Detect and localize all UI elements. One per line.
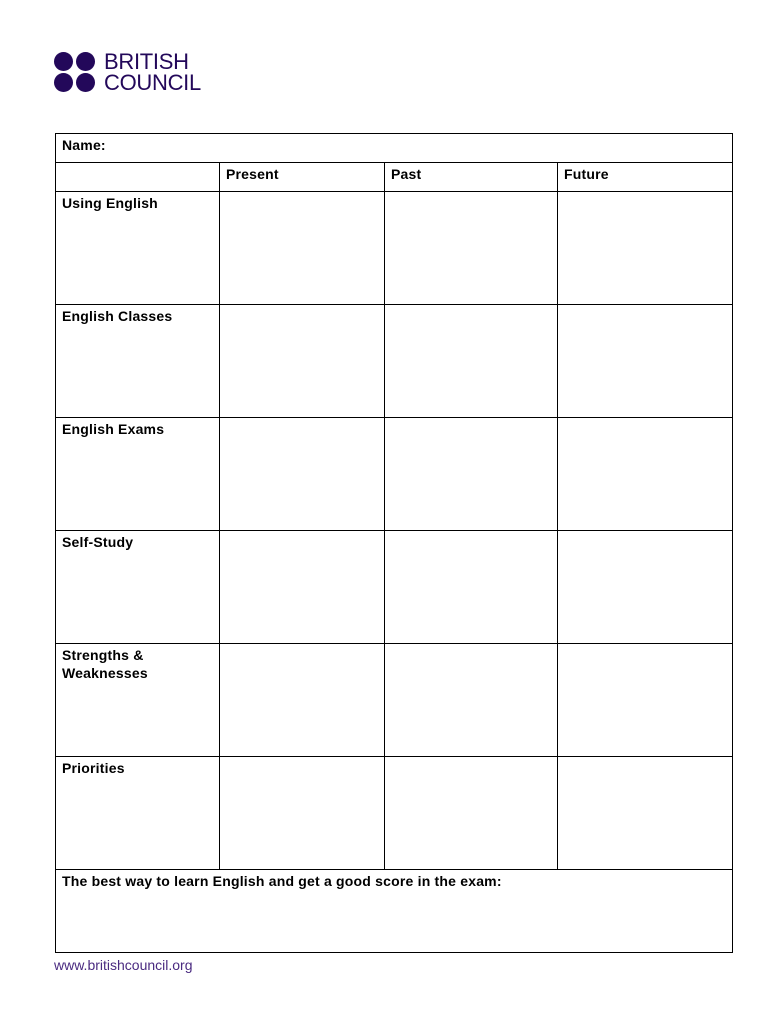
- entry-cell[interactable]: [558, 305, 733, 418]
- row-label: Priorities: [56, 757, 220, 870]
- learning-profile-table: [55, 133, 733, 953]
- entry-cell[interactable]: [385, 644, 558, 757]
- table-row: [56, 531, 733, 644]
- name-label: Name:: [62, 137, 106, 153]
- table-row: [56, 757, 733, 870]
- entry-cell[interactable]: [385, 305, 558, 418]
- table-row: [56, 305, 733, 418]
- table-row: [56, 418, 733, 531]
- best-way-prompt: The best way to learn English and get a good score in the exam:: [62, 873, 502, 889]
- logo-dots-icon: [54, 51, 98, 93]
- entry-cell[interactable]: [385, 531, 558, 644]
- entry-cell[interactable]: [385, 418, 558, 531]
- best-way-answer-field[interactable]: [56, 870, 733, 953]
- entry-cell[interactable]: [220, 305, 385, 418]
- row-label: English Exams: [56, 418, 220, 531]
- website-link[interactable]: www.britishcouncil.org: [54, 957, 193, 973]
- logo-wordmark: [104, 51, 201, 93]
- entry-cell[interactable]: [220, 531, 385, 644]
- column-header-future: Future: [558, 163, 733, 192]
- entry-cell[interactable]: [558, 644, 733, 757]
- entry-cell[interactable]: [220, 757, 385, 870]
- row-label: English Classes: [56, 305, 220, 418]
- entry-cell[interactable]: [558, 418, 733, 531]
- entry-cell[interactable]: [220, 192, 385, 305]
- entry-cell[interactable]: [220, 418, 385, 531]
- entry-cell[interactable]: [558, 757, 733, 870]
- column-header-present: Present: [220, 163, 385, 192]
- entry-cell[interactable]: [385, 757, 558, 870]
- entry-cell[interactable]: [558, 531, 733, 644]
- row-label: Self-Study: [56, 531, 220, 644]
- entry-cell[interactable]: [385, 192, 558, 305]
- table-row: [56, 192, 733, 305]
- logo-line-1: BRITISH: [104, 49, 189, 74]
- entry-cell[interactable]: [220, 644, 385, 757]
- table-row: [56, 644, 733, 757]
- logo-line-2: COUNCIL: [104, 70, 201, 95]
- entry-cell[interactable]: [558, 192, 733, 305]
- british-council-logo: [54, 51, 201, 93]
- row-label: Strengths & Weaknesses: [56, 644, 220, 757]
- column-header-past: Past: [385, 163, 558, 192]
- row-label: Using English: [56, 192, 220, 305]
- name-field[interactable]: [56, 134, 733, 163]
- corner-cell: [56, 163, 220, 192]
